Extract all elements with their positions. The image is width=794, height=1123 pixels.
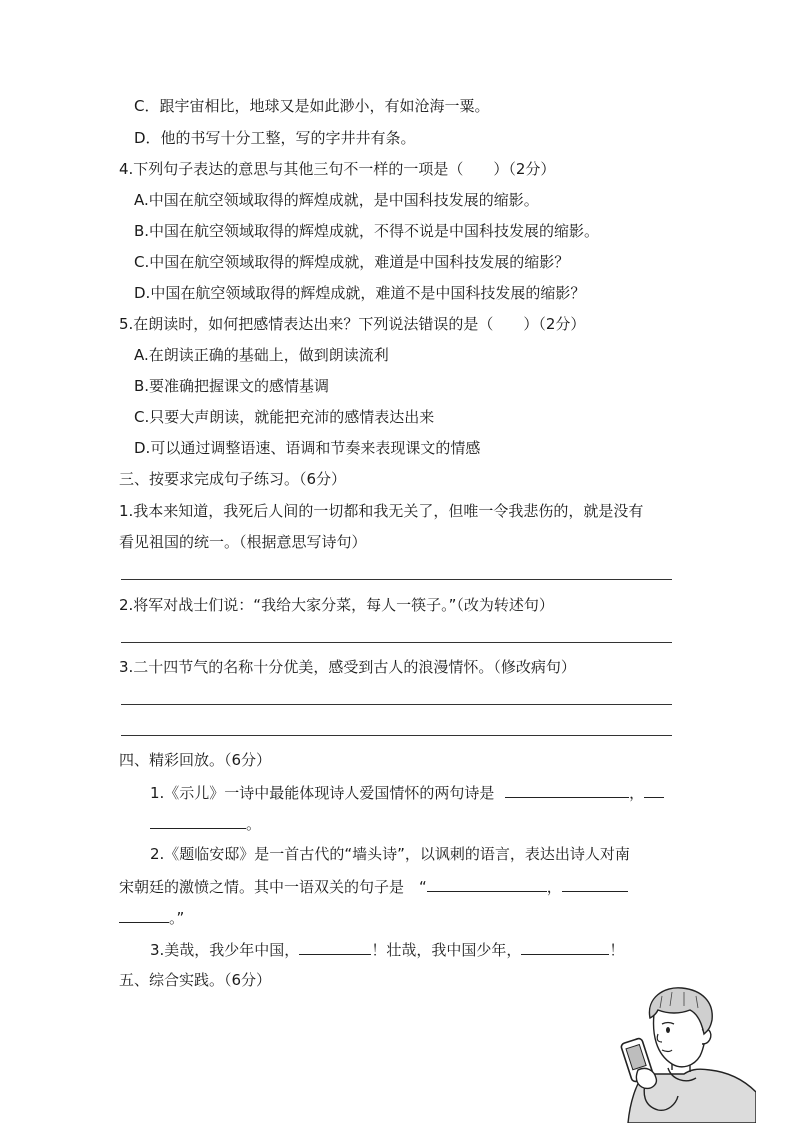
s3-q2-answer-line[interactable] — [121, 642, 672, 643]
q5-option-d: D.可以通过调整语速、语调和节奏来表现课文的情感 — [134, 439, 481, 457]
q2-option-d: D．他的书写十分工整，写的字井井有条。 — [134, 129, 416, 147]
q4-option-c: C.中国在航空领域取得的辉煌成就，难道是中国科技发展的缩影？ — [134, 253, 570, 271]
s3-q1-line1: 1.我本来知道，我死后人间的一切都和我无关了，但唯一令我悲伤的，就是没有 — [119, 502, 644, 520]
q4-option-d: D.中国在航空领域取得的辉煌成就，难道不是中国科技发展的缩影？ — [134, 284, 586, 302]
q5-option-a: A.在朗读正确的基础上，做到朗读流利 — [134, 346, 389, 364]
s4-q2-blank-2b[interactable] — [119, 907, 169, 923]
q4-option-a: A.中国在航空领域取得的辉煌成就，是中国科技发展的缩影。 — [134, 191, 539, 209]
s4-q2-blank-2a[interactable] — [562, 876, 628, 892]
boy-with-phone-illustration — [606, 984, 756, 1123]
q2-option-c: C．跟宇宙相比，地球又是如此渺小，有如沧海一粟。 — [134, 97, 490, 115]
s4-q1-line2 — [150, 813, 261, 834]
s4-q2-end: 。” — [169, 909, 185, 927]
s4-q1-comma: ， — [629, 784, 645, 802]
q5-stem: 5.在朗读时，如何把感情表达出来？下列说法错误的是（ ）（2分） — [119, 315, 586, 333]
s3-q1-line2: 看见祖国的统一。（根据意思写诗句） — [119, 533, 367, 551]
s4-q2-text: 宋朝廷的激愤之情。其中一语双关的句子是 “ — [119, 878, 427, 896]
s3-q3-answer-line-2[interactable] — [121, 735, 672, 736]
q5-option-c: C.只要大声朗读，就能把充沛的感情表达出来 — [134, 408, 435, 426]
s4-q3-c: ！ — [609, 941, 625, 959]
s4-q2-line3 — [119, 907, 184, 928]
s3-q3-answer-line-1[interactable] — [121, 704, 672, 705]
section4-heading: 四、精彩回放。（6分） — [119, 751, 272, 769]
s3-q2: 2.将军对战士们说：“我给大家分菜，每人一筷子。”（改为转述句） — [119, 596, 554, 614]
s4-q3-a: 3.美哉，我少年中国， — [150, 941, 300, 959]
q5-option-b: B.要准确把握课文的感情基调 — [134, 377, 330, 395]
s3-q1-answer-line[interactable] — [121, 579, 672, 580]
section3-heading: 三、按要求完成句子练习。（6分） — [119, 470, 347, 488]
s3-q3: 3.二十四节气的名称十分优美，感受到古人的浪漫情怀。（修改病句） — [119, 658, 576, 676]
section5-heading: 五、综合实践。（6分） — [119, 971, 272, 989]
s4-q3-line — [150, 939, 624, 960]
s4-q2-line2 — [119, 876, 628, 897]
s4-q3-blank-1[interactable] — [299, 939, 371, 955]
q4-option-b: B.中国在航空领域取得的辉煌成就，不得不说是中国科技发展的缩影。 — [134, 222, 600, 240]
s4-q1-blank-2b[interactable] — [150, 813, 246, 829]
s4-q1-blank-1[interactable] — [505, 782, 629, 798]
s4-q1-period: 。 — [246, 815, 262, 833]
s4-q2-line1: 2.《题临安邸》是一首古代的“墙头诗”，以讽刺的语言，表达出诗人对南 — [150, 845, 630, 863]
s4-q2-comma: ， — [546, 878, 562, 896]
s4-q2-blank-1[interactable] — [427, 876, 547, 892]
s4-q1-blank-2a[interactable] — [644, 782, 664, 798]
s4-q3-blank-2[interactable] — [521, 939, 609, 955]
q4-stem: 4.下列句子表达的意思与其他三句不一样的一项是（ ）（2分） — [119, 160, 556, 178]
s4-q3-b: ！壮哉，我中国少年， — [371, 941, 522, 959]
s4-q1-text: 1.《示儿》一诗中最能体现诗人爱国情怀的两句诗是 — [150, 784, 495, 802]
s4-q1-line1 — [150, 782, 664, 803]
